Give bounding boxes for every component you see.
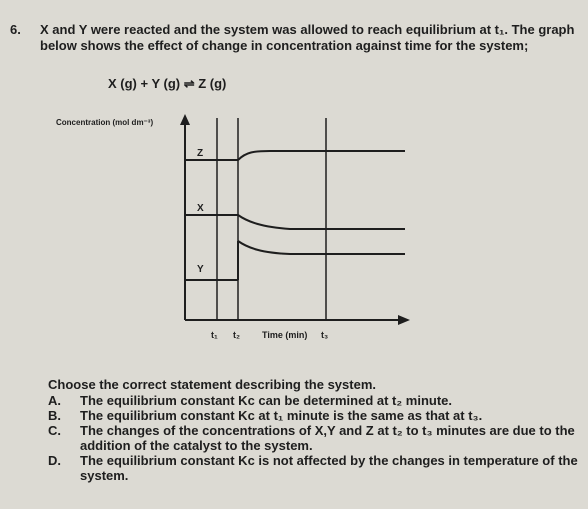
z-curve-after-t2 [238,151,405,160]
x-axis-label: Time (min) [262,330,308,340]
option-letter: A. [48,393,61,408]
question-prompt: Choose the correct statement describing the system. [48,377,376,392]
y-axis-arrow [180,114,190,125]
option-text: The equilibrium constant Kc at t₁ minute is the same as that at t₃. [80,408,483,423]
option-letter: B. [48,408,61,423]
t2-tick-label: t₂ [233,330,240,340]
option-text: The equilibrium constant Kc can be determined at t₂ minute. [80,393,452,408]
option-letter: C. [48,423,61,438]
question-stem: X and Y were reacted and the system was allowed to reach equilibrium at t₁. The graph below shows the effect of change in concentration against time for the system; [40,22,575,53]
y-label: Y [197,264,204,275]
option-c[interactable] [48,423,583,453]
z-label: Z [197,148,204,159]
option-d[interactable] [48,453,583,483]
t3-tick-label: t₃ [321,330,329,340]
reaction-equation: X (g) + Y (g) ⇌ Z (g) [108,76,227,91]
question-number: 6. [10,22,21,37]
option-letter: D. [48,453,61,468]
t1-tick-label: t₁ [211,330,218,340]
y-curve-after-t2 [238,241,405,254]
y-axis-label: Concentration (mol dm⁻³) [56,118,154,127]
option-a[interactable] [48,393,583,408]
x-label: X [197,203,204,214]
x-curve-after-t2 [238,215,405,229]
option-text: The changes of the concentrations of X,Y and Z at t₂ to t₃ minutes are due to the addition of the catalyst to the system. [80,423,575,453]
answer-options [48,393,583,483]
x-axis-arrow [398,315,410,325]
option-b[interactable] [48,408,583,423]
option-text: The equilibrium constant Kc is not affected by the changes in temperature of the system. [80,453,578,483]
